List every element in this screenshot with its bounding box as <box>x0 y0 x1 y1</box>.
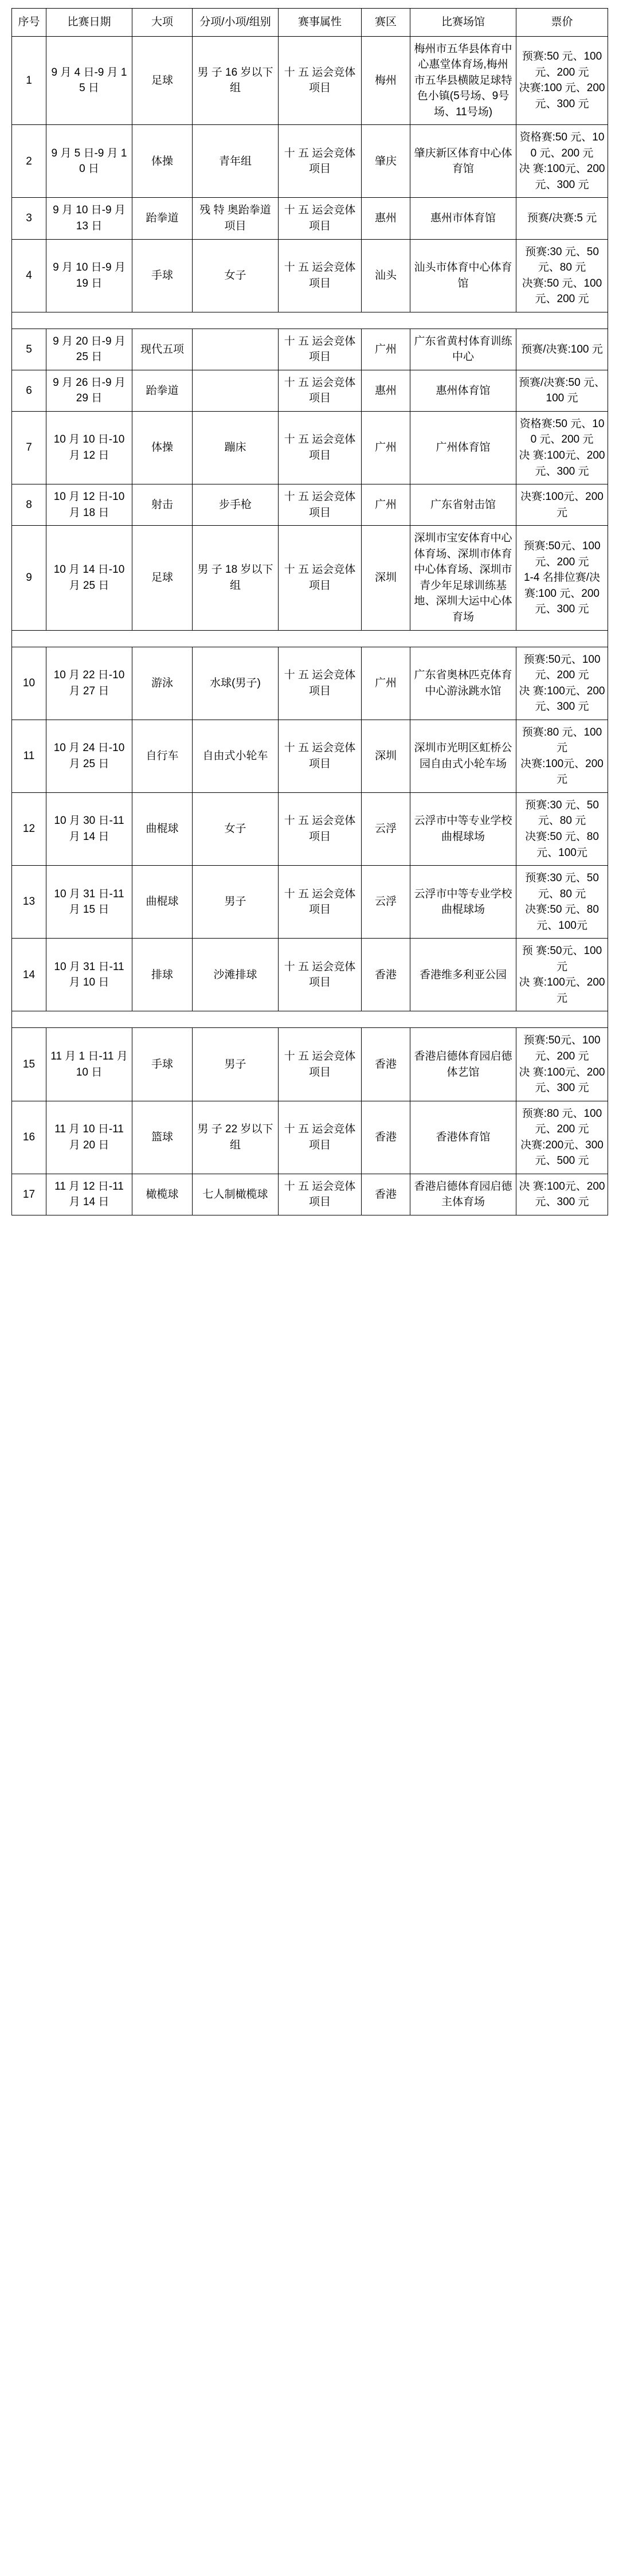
cell-no: 8 <box>12 484 46 526</box>
cell-venue: 深圳市光明区虹桥公园自由式小轮车场 <box>410 720 516 792</box>
cell-price: 预赛:30 元、50 元、80 元 决赛:50 元、80 元、100元 <box>516 866 608 939</box>
table-spacer-cell <box>12 1011 608 1028</box>
table-row <box>12 198 608 239</box>
cell-no: 14 <box>12 939 46 1011</box>
cell-attribute: 十 五 运会竞体项目 <box>279 198 362 239</box>
table-row <box>12 1101 608 1174</box>
cell-attribute: 十 五 运会竞体项目 <box>279 1101 362 1174</box>
cell-price: 决赛:100元、200 元 <box>516 484 608 526</box>
table-spacer-cell <box>12 312 608 329</box>
table-row <box>12 1028 608 1101</box>
cell-price: 预赛:50元、100 元、200 元 决 赛:100元、200 元、300 元 <box>516 647 608 720</box>
table-row <box>12 239 608 312</box>
cell-price: 预赛:50 元、100 元、200 元 决赛:100 元、200 元、300 元 <box>516 36 608 125</box>
cell-district: 香港 <box>362 939 410 1011</box>
cell-dates: 10 月 31 日-11 月 10 日 <box>46 939 132 1011</box>
cell-price: 资格赛:50 元、100 元、200 元 决 赛:100元、200 元、300 元 <box>516 125 608 198</box>
cell-event: 男子 <box>193 866 279 939</box>
cell-sport: 橄榄球 <box>132 1174 193 1215</box>
cell-attribute: 十 五 运会竞体项目 <box>279 411 362 484</box>
cell-venue: 惠州体育馆 <box>410 370 516 411</box>
cell-price: 预赛:30 元、50 元、80 元 决赛:50 元、100 元、200 元 <box>516 239 608 312</box>
cell-district: 广州 <box>362 411 410 484</box>
cell-dates: 10 月 31 日-11 月 15 日 <box>46 866 132 939</box>
cell-price: 预赛:30 元、50 元、80 元 决赛:50 元、80 元、100元 <box>516 792 608 865</box>
cell-attribute: 十 五 运会竞体项目 <box>279 1028 362 1101</box>
cell-sport: 体操 <box>132 411 193 484</box>
cell-sport: 手球 <box>132 239 193 312</box>
table-row <box>12 526 608 630</box>
cell-district: 惠州 <box>362 370 410 411</box>
cell-no: 5 <box>12 329 46 370</box>
cell-district: 香港 <box>362 1174 410 1215</box>
cell-sport: 射击 <box>132 484 193 526</box>
table-header <box>12 9 608 37</box>
cell-event: 男 子 22 岁以下组 <box>193 1101 279 1174</box>
cell-attribute: 十 五 运会竞体项目 <box>279 370 362 411</box>
cell-sport: 篮球 <box>132 1101 193 1174</box>
cell-district: 深圳 <box>362 526 410 630</box>
cell-dates: 11 月 10 日-11 月 20 日 <box>46 1101 132 1174</box>
cell-price: 决 赛:100元、200 元、300 元 <box>516 1174 608 1215</box>
cell-attribute: 十 五 运会竞体项目 <box>279 720 362 792</box>
cell-no: 2 <box>12 125 46 198</box>
cell-dates: 9 月 5 日-9 月 10 日 <box>46 125 132 198</box>
cell-district: 云浮 <box>362 866 410 939</box>
cell-sport: 游泳 <box>132 647 193 720</box>
cell-venue: 广州体育馆 <box>410 411 516 484</box>
cell-no: 16 <box>12 1101 46 1174</box>
column-header-no: 序号 <box>12 9 46 37</box>
cell-dates: 11 月 12 日-11 月 14 日 <box>46 1174 132 1215</box>
cell-no: 7 <box>12 411 46 484</box>
cell-district: 广州 <box>362 647 410 720</box>
column-header-attribute: 赛事属性 <box>279 9 362 37</box>
cell-attribute: 十 五 运会竞体项目 <box>279 792 362 865</box>
cell-sport: 排球 <box>132 939 193 1011</box>
cell-sport: 曲棍球 <box>132 792 193 865</box>
column-header-dates: 比赛日期 <box>46 9 132 37</box>
cell-district: 香港 <box>362 1101 410 1174</box>
cell-attribute: 十 五 运会竞体项目 <box>279 647 362 720</box>
cell-venue: 汕头市体育中心体育馆 <box>410 239 516 312</box>
cell-event: 女子 <box>193 239 279 312</box>
column-header-venue: 比赛场馆 <box>410 9 516 37</box>
cell-price: 预赛:80 元、100 元 决赛:100元、200 元 <box>516 720 608 792</box>
cell-no: 9 <box>12 526 46 630</box>
cell-event: 男 子 18 岁以下组 <box>193 526 279 630</box>
cell-venue: 广东省射击馆 <box>410 484 516 526</box>
table-row <box>12 36 608 125</box>
cell-venue: 肇庆新区体育中心体育馆 <box>410 125 516 198</box>
cell-attribute: 十 五 运会竞体项目 <box>279 36 362 125</box>
cell-dates: 10 月 12 日-10 月 18 日 <box>46 484 132 526</box>
cell-price: 预赛:80 元、100 元、200 元 决赛:200元、300 元、500 元 <box>516 1101 608 1174</box>
table-row <box>12 647 608 720</box>
cell-event: 女子 <box>193 792 279 865</box>
cell-no: 10 <box>12 647 46 720</box>
cell-venue: 云浮市中等专业学校曲棍球场 <box>410 866 516 939</box>
cell-district: 广州 <box>362 484 410 526</box>
cell-sport: 自行车 <box>132 720 193 792</box>
table-row <box>12 939 608 1011</box>
cell-sport: 足球 <box>132 526 193 630</box>
cell-no: 1 <box>12 36 46 125</box>
cell-price: 预赛/决赛:50 元、100 元 <box>516 370 608 411</box>
table-header-row <box>12 9 608 37</box>
cell-dates: 11 月 1 日-11 月 10 日 <box>46 1028 132 1101</box>
column-header-district: 赛区 <box>362 9 410 37</box>
cell-dates: 10 月 24 日-10 月 25 日 <box>46 720 132 792</box>
cell-event: 步手枪 <box>193 484 279 526</box>
column-header-event: 分项/小项/组别 <box>193 9 279 37</box>
cell-venue: 深圳市宝安体育中心体育场、深圳市体育中心体育场、深圳市青少年足球训练基地、深圳大运中心体育场 <box>410 526 516 630</box>
schedule-page <box>0 0 619 1227</box>
cell-venue: 香港启德体育园启德主体育场 <box>410 1174 516 1215</box>
cell-no: 4 <box>12 239 46 312</box>
cell-venue: 惠州市体育馆 <box>410 198 516 239</box>
table-row <box>12 370 608 411</box>
cell-sport: 体操 <box>132 125 193 198</box>
table-row <box>12 329 608 370</box>
table-row <box>12 866 608 939</box>
cell-no: 6 <box>12 370 46 411</box>
table-spacer-row <box>12 312 608 329</box>
cell-sport: 现代五项 <box>132 329 193 370</box>
cell-sport: 跆拳道 <box>132 370 193 411</box>
cell-event: 自由式小轮车 <box>193 720 279 792</box>
cell-district: 广州 <box>362 329 410 370</box>
table-spacer-cell <box>12 630 608 647</box>
cell-attribute: 十 五 运会竞体项目 <box>279 526 362 630</box>
table-spacer-row <box>12 1011 608 1028</box>
cell-attribute: 十 五 运会竞体项目 <box>279 1174 362 1215</box>
cell-venue: 香港体育馆 <box>410 1101 516 1174</box>
cell-sport: 手球 <box>132 1028 193 1101</box>
table-row <box>12 484 608 526</box>
cell-sport: 曲棍球 <box>132 866 193 939</box>
table-row <box>12 411 608 484</box>
cell-attribute: 十 五 运会竞体项目 <box>279 239 362 312</box>
cell-dates: 9 月 10 日-9 月 19 日 <box>46 239 132 312</box>
cell-event: 男 子 16 岁以下组 <box>193 36 279 125</box>
cell-no: 3 <box>12 198 46 239</box>
competition-schedule-table <box>11 8 608 1215</box>
cell-venue: 云浮市中等专业学校曲棍球场 <box>410 792 516 865</box>
cell-no: 17 <box>12 1174 46 1215</box>
cell-district: 汕头 <box>362 239 410 312</box>
cell-no: 12 <box>12 792 46 865</box>
cell-attribute: 十 五 运会竞体项目 <box>279 866 362 939</box>
cell-no: 15 <box>12 1028 46 1101</box>
cell-price: 预赛/决赛:5 元 <box>516 198 608 239</box>
table-row <box>12 1174 608 1215</box>
cell-district: 梅州 <box>362 36 410 125</box>
cell-venue: 香港维多利亚公园 <box>410 939 516 1011</box>
column-header-price: 票价 <box>516 9 608 37</box>
cell-venue: 广东省黄村体育训练中心 <box>410 329 516 370</box>
cell-district: 香港 <box>362 1028 410 1101</box>
cell-event: 蹦床 <box>193 411 279 484</box>
cell-event: 男子 <box>193 1028 279 1101</box>
cell-dates: 10 月 30 日-11 月 14 日 <box>46 792 132 865</box>
cell-price: 预赛/决赛:100 元 <box>516 329 608 370</box>
cell-no: 11 <box>12 720 46 792</box>
cell-district: 肇庆 <box>362 125 410 198</box>
cell-price: 预 赛:50元、100 元 决 赛:100元、200 元 <box>516 939 608 1011</box>
table-row <box>12 792 608 865</box>
cell-dates: 10 月 14 日-10 月 25 日 <box>46 526 132 630</box>
cell-dates: 9 月 26 日-9 月 29 日 <box>46 370 132 411</box>
table-row <box>12 125 608 198</box>
cell-venue: 香港启德体育园启德体艺馆 <box>410 1028 516 1101</box>
cell-event <box>193 329 279 370</box>
cell-district: 深圳 <box>362 720 410 792</box>
cell-sport: 足球 <box>132 36 193 125</box>
cell-event: 青年组 <box>193 125 279 198</box>
cell-venue: 梅州市五华县体育中心惠堂体育场,梅州市五华县横陂足球特色小镇(5号场、9号场、11号场) <box>410 36 516 125</box>
cell-event: 水球(男子) <box>193 647 279 720</box>
cell-district: 惠州 <box>362 198 410 239</box>
table-spacer-row <box>12 630 608 647</box>
cell-dates: 10 月 22 日-10 月 27 日 <box>46 647 132 720</box>
cell-sport: 跆拳道 <box>132 198 193 239</box>
cell-price: 预赛:50元、100 元、200 元 1-4 名排位赛/决 赛:100 元、200 元、300 元 <box>516 526 608 630</box>
cell-event: 残 特 奥跆拳道项目 <box>193 198 279 239</box>
cell-attribute: 十 五 运会竞体项目 <box>279 484 362 526</box>
cell-dates: 9 月 20 日-9 月 25 日 <box>46 329 132 370</box>
cell-attribute: 十 五 运会竞体项目 <box>279 939 362 1011</box>
cell-no: 13 <box>12 866 46 939</box>
cell-attribute: 十 五 运会竞体项目 <box>279 329 362 370</box>
cell-event: 七人制橄榄球 <box>193 1174 279 1215</box>
cell-attribute: 十 五 运会竞体项目 <box>279 125 362 198</box>
cell-dates: 9 月 4 日-9 月 15 日 <box>46 36 132 125</box>
cell-dates: 9 月 10 日-9 月 13 日 <box>46 198 132 239</box>
cell-event <box>193 370 279 411</box>
cell-venue: 广东省奥林匹克体育中心游泳跳水馆 <box>410 647 516 720</box>
cell-price: 预赛:50元、100 元、200 元 决 赛:100元、200 元、300 元 <box>516 1028 608 1101</box>
cell-dates: 10 月 10 日-10 月 12 日 <box>46 411 132 484</box>
cell-event: 沙滩排球 <box>193 939 279 1011</box>
cell-district: 云浮 <box>362 792 410 865</box>
table-row <box>12 720 608 792</box>
table-body <box>12 36 608 1215</box>
column-header-sport: 大项 <box>132 9 193 37</box>
cell-price: 资格赛:50 元、100 元、200 元 决 赛:100元、200 元、300 元 <box>516 411 608 484</box>
